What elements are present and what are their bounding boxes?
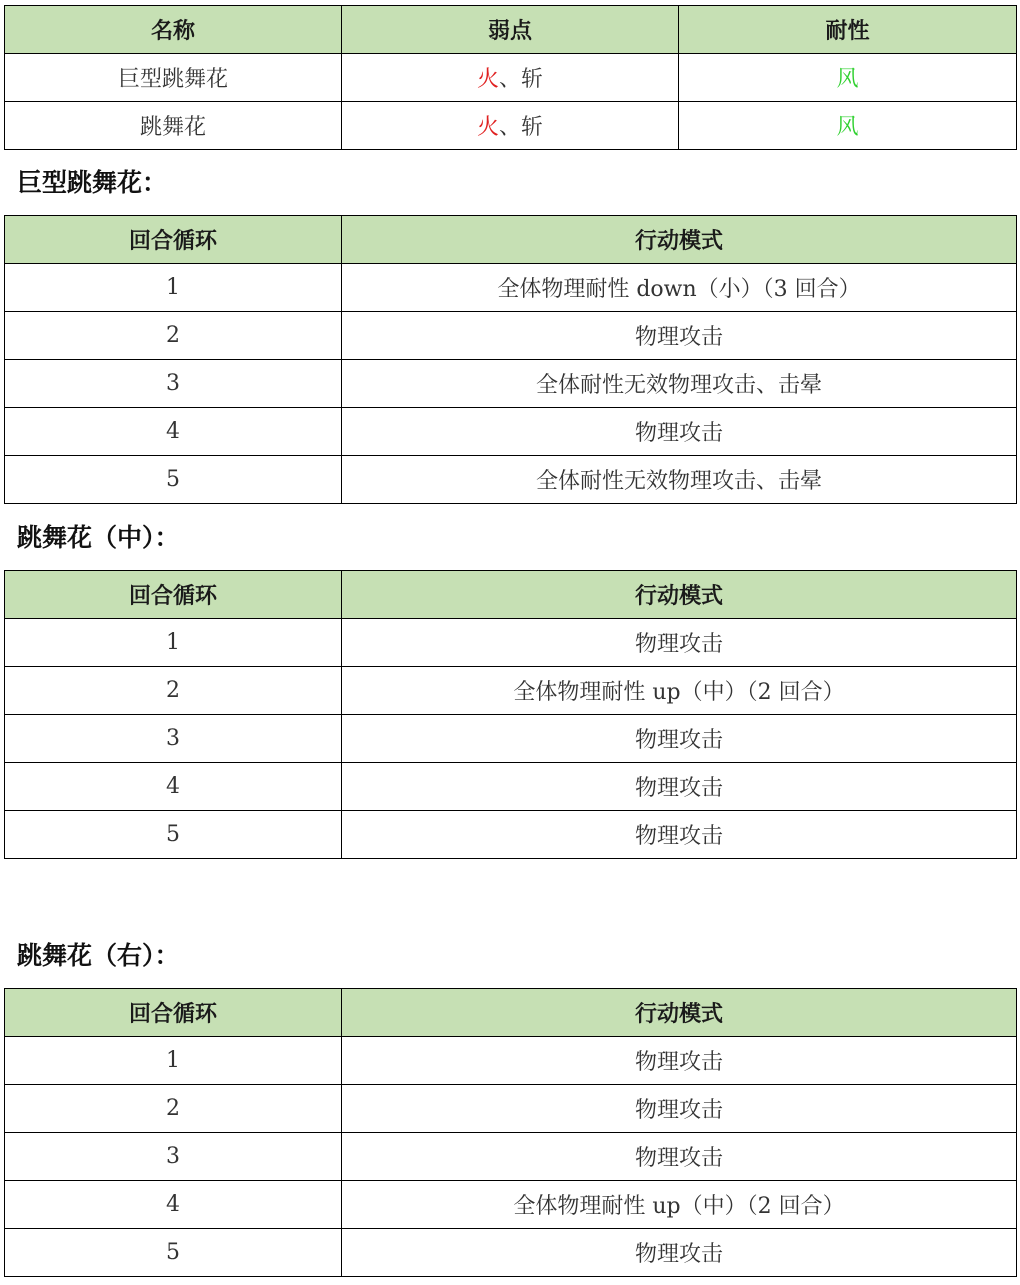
weakness-fire: 火 [476,115,499,140]
weakness-slash: 斩 [521,115,544,140]
turn-number: 1 [5,264,342,312]
table-row [5,1085,1017,1133]
header-action-pattern: 行动模式 [342,216,1017,264]
action-text: 全体耐性无效物理攻击、击晕 [342,360,1017,408]
table-row [5,408,1017,456]
turn-number: 4 [5,763,342,811]
table-row [5,1037,1017,1085]
resistance-cell [679,54,1017,102]
table-row [5,715,1017,763]
weakness-cell [342,102,679,150]
table-row [5,264,1017,312]
turn-number: 2 [5,312,342,360]
enemy-name: 巨型跳舞花 [5,54,342,102]
summary-row [5,102,1017,150]
turn-number: 4 [5,1181,342,1229]
action-text: 全体耐性无效物理攻击、击晕 [342,456,1017,504]
header-turn-cycle: 回合循环 [5,989,342,1037]
action-header-row [5,571,1017,619]
action-text: 物理攻击 [342,312,1017,360]
action-text: 物理攻击 [342,811,1017,859]
table-row [5,763,1017,811]
turn-number: 5 [5,811,342,859]
turn-number: 1 [5,1037,342,1085]
action-text: 物理攻击 [342,1085,1017,1133]
action-text: 物理攻击 [342,1229,1017,1277]
table-row [5,811,1017,859]
table-row [5,667,1017,715]
turn-number: 3 [5,360,342,408]
action-text: 物理攻击 [342,1037,1017,1085]
enemy-name: 跳舞花 [5,102,342,150]
turn-number: 5 [5,456,342,504]
action-text: 物理攻击 [342,1133,1017,1181]
summary-row [5,54,1017,102]
action-text: 全体物理耐性 up（中）（2 回合） [342,1181,1017,1229]
action-text: 物理攻击 [342,619,1017,667]
table-row [5,1181,1017,1229]
turn-number: 4 [5,408,342,456]
action-header-row [5,216,1017,264]
header-resistance: 耐性 [679,6,1017,54]
turn-number: 3 [5,715,342,763]
action-text: 全体物理耐性 up（中）（2 回合） [342,667,1017,715]
turn-number: 1 [5,619,342,667]
turn-number: 2 [5,667,342,715]
header-turn-cycle: 回合循环 [5,571,342,619]
resistance-wind: 风 [836,115,859,140]
table-row [5,619,1017,667]
weakness-separator: 、 [498,67,521,92]
section-title-giant-dance-flower: 巨型跳舞花： [17,168,168,197]
header-name: 名称 [5,6,342,54]
table-row [5,1133,1017,1181]
resistance-wind: 风 [836,67,859,92]
header-action-pattern: 行动模式 [342,571,1017,619]
header-weakness: 弱点 [342,6,679,54]
weakness-separator: 、 [498,115,521,140]
summary-header-row [5,6,1017,54]
action-text: 全体物理耐性 down（小）（3 回合） [342,264,1017,312]
action-text: 物理攻击 [342,715,1017,763]
section-title-dance-flower-middle: 跳舞花（中）： [17,523,180,552]
action-pattern-table [4,570,1017,859]
table-row [5,360,1017,408]
resistance-cell [679,102,1017,150]
action-header-row [5,989,1017,1037]
weakness-fire: 火 [476,67,499,92]
weakness-cell [342,54,679,102]
weakness-slash: 斩 [521,67,544,92]
table-row [5,456,1017,504]
turn-number: 2 [5,1085,342,1133]
action-pattern-table [4,988,1017,1277]
action-text: 物理攻击 [342,763,1017,811]
turn-number: 3 [5,1133,342,1181]
section-title-dance-flower-right: 跳舞花（右）： [17,941,180,970]
summary-table [4,5,1017,150]
turn-number: 5 [5,1229,342,1277]
table-row [5,312,1017,360]
action-pattern-table [4,215,1017,504]
action-text: 物理攻击 [342,408,1017,456]
table-row [5,1229,1017,1277]
header-turn-cycle: 回合循环 [5,216,342,264]
header-action-pattern: 行动模式 [342,989,1017,1037]
